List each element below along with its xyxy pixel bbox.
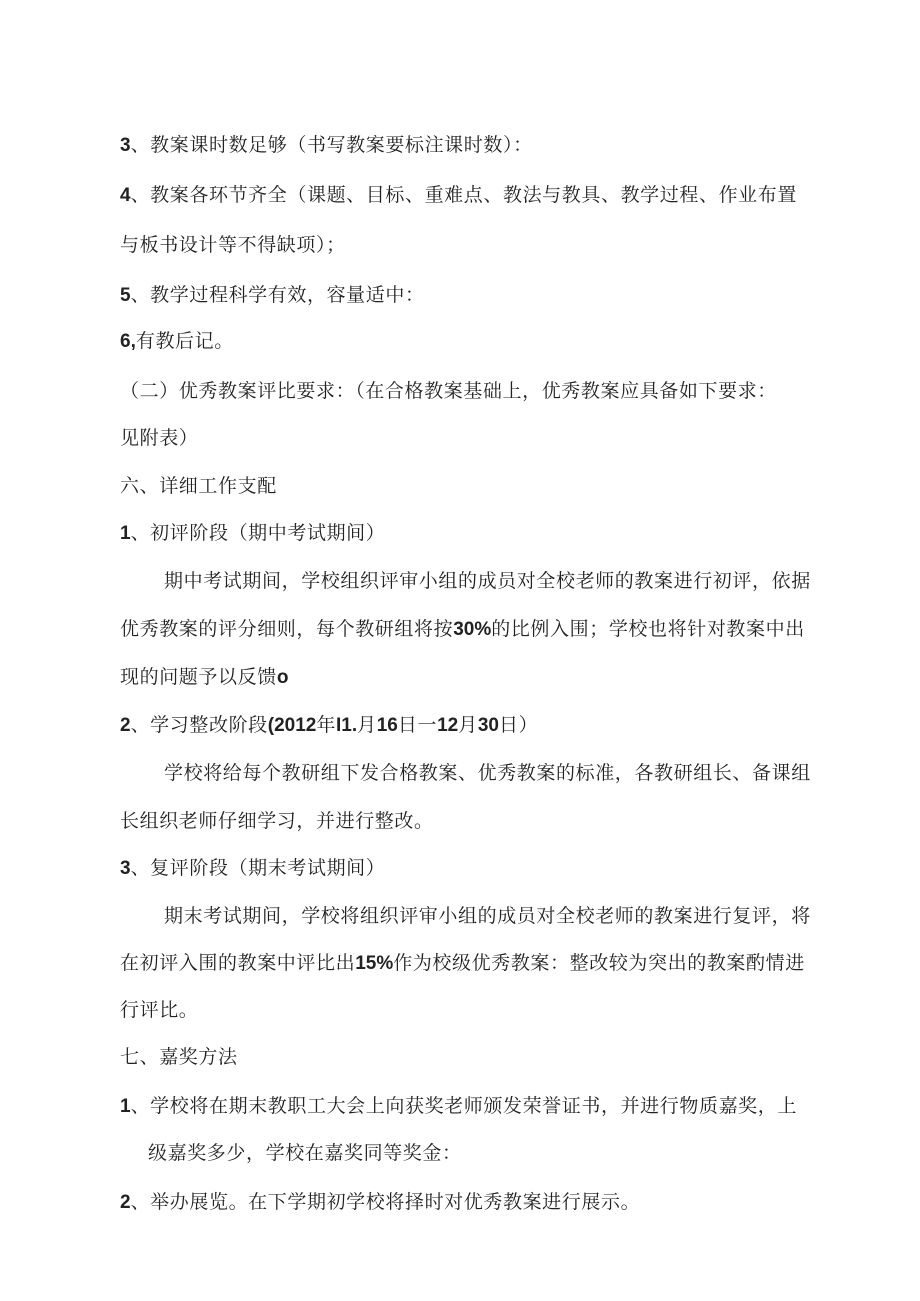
reward-item-1: 1、学校将在期末教职工大会上向获奖老师颁发荣誉证书，并进行物质嘉奖，上 <box>120 1095 797 1117</box>
stage-3-heading: 3、复评阶段（期末考试期间） <box>120 857 386 879</box>
stage-2-paragraph-line-2: 长组织老师仔细学习，并进行整改。 <box>120 810 434 832</box>
section-seven-heading: 七、嘉奖方法 <box>120 1046 238 1068</box>
stage-1-paragraph-line-1: 期中考试期间，学校组织评审小组的成员对全校老师的教案进行初评，依据 <box>164 570 811 592</box>
section-six-heading: 六、详细工作支配 <box>120 475 277 497</box>
stage-3-paragraph-line-1: 期末考试期间，学校将组织评审小组的成员对全校老师的教案进行复评，将 <box>164 905 811 927</box>
stage-1-paragraph-line-3: 现的问题予以反馈o <box>120 666 289 688</box>
criteria-item-6: 6,有教后记。 <box>120 330 234 352</box>
excellent-requirements-heading: （二）优秀教案评比要求：（在合格教案基础上，优秀教案应具备如下要求： <box>120 380 777 402</box>
stage-1-heading: 1、初评阶段（期中考试期间） <box>120 522 386 544</box>
criteria-item-4-cont: 与板书设计等不得缺项）； <box>120 234 346 256</box>
criteria-item-5: 5、教学过程科学有效，容量适中： <box>120 284 425 306</box>
stage-1-paragraph-line-2: 优秀教案的评分细则，每个教研组将按30%的比例入围；学校也将针对教案中出 <box>120 618 805 640</box>
criteria-item-4: 4、教案各环节齐全（课题、目标、重难点、教法与教具、教学过程、作业布置 <box>120 184 797 206</box>
excellent-requirements-cont: 见附表） <box>120 427 199 449</box>
reward-item-1-cont: 级嘉奖多少，学校在嘉奖同等奖金： <box>148 1142 462 1164</box>
stage-2-paragraph-line-1: 学校将给每个教研组下发合格教案、优秀教案的标准，各教研组长、备课组 <box>164 762 811 784</box>
stage-3-paragraph-line-2: 在初评入围的教案中评比出15%作为校级优秀教案：整改较为突出的教案酌情进 <box>120 952 805 974</box>
criteria-item-3: 3、教案课时数足够（书写教案要标注课时数）： <box>120 134 533 156</box>
reward-item-2: 2、举办展览。在下学期初学校将择时对优秀教案进行展示。 <box>120 1191 641 1213</box>
stage-2-heading: 2、学习整改阶段(2012年I1.月16日一12月30日） <box>120 714 539 736</box>
stage-3-paragraph-line-3: 行评比。 <box>120 999 199 1021</box>
